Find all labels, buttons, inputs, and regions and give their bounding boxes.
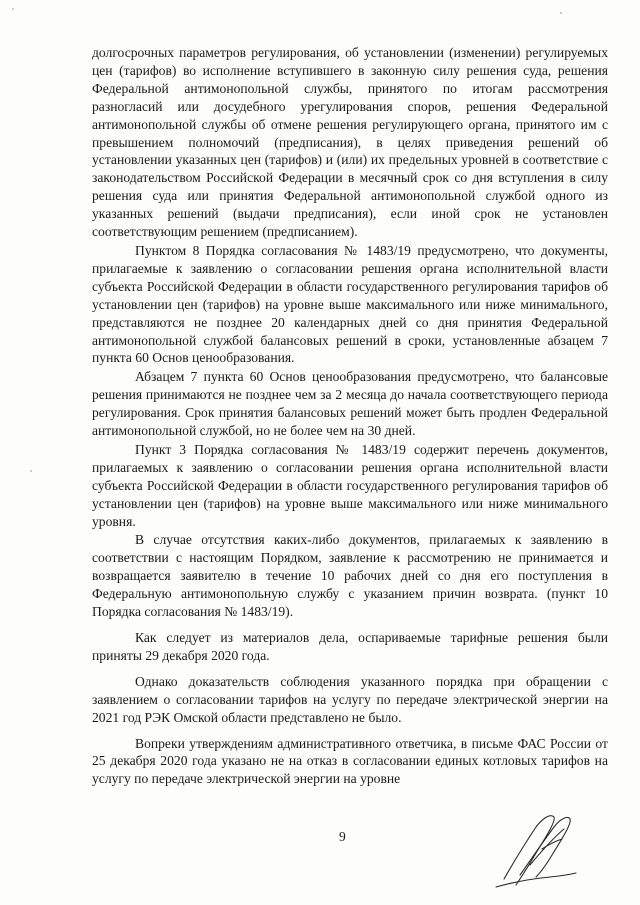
page-number: 9: [339, 829, 346, 844]
scan-speck: [30, 470, 32, 472]
paragraph-continuation: долгосрочных параметров регулирования, об установлении (изменении) регулируемых цен (тарифов) во исполнение вступившего в законную силу решения суда, решения Федеральной антимонопольной службы, принятого по итогам рассмотрения разногласий или досудебного урегулирования споров, решения Федеральной антимонопольной службы об отмене решения регулирующего органа, принятого им с превышением полномочий (предписания), в целях приведения решений об установлении указанных цен (тарифов) и (или) их предельных уровней в соответствие с законодательством Российской Федерации в месячный срок со дня вступления в силу решения суда или принятия Федеральной антимонопольной службой одного из указанных решений (выдачи предписания), если иной срок не установлен соответствующим решением (предписанием).: [92, 45, 608, 240]
document-body: [92, 44, 608, 788]
scan-speck: [12, 8, 14, 10]
paragraph-punkt-3: Пункт 3 Порядка согласования № 1483/19 содержит перечень документов, прилагаемых к заявлению о согласовании решения органа исполнительной власти субъекта Российской Федерации в области государственного регулирования тарифов об установлении цен (тарифов) на уровне выше максимального или ниже минимального уровня.: [92, 441, 608, 529]
paragraph-punkt-8: Пунктом 8 Порядка согласования № 1483/19 предусмотрено, что документы, прилагаемые к заявлению о согласовании решения органа исполнительной власти субъекта Российской Федерации в области государственного регулирования тарифов об установлении цен (тарифов) на уровне выше максимального или ниже минимального, представляются не позднее 20 календарных дней со дня принятия Федеральной антимонопольной службой балансовых решений в сроки, установленные абзацем 7 пункта 60 Основ ценообразования.: [92, 242, 608, 366]
paragraph-abzac-7: Абзацем 7 пункта 60 Основ ценообразования предусмотрено, что балансовые решения принимаются не позднее чем за 2 месяца до начала соответствующего периода регулирования. Срок принятия балансовых решений может быть продлен Федеральной антимонопольной службой, но не более чем на 30 дней.: [92, 369, 608, 439]
handwritten-signature: [490, 805, 585, 890]
paragraph-otsutstvie-dokumentov: В случае отсутствия каких-либо документов, прилагаемых к заявлению в соответствии с настоящим Порядком, заявление к рассмотрению не принимается и возвращается заявителю в течение 10 рабочих дней со дня его поступления в Федеральную антимонопольную службу с указанием причин возврата. (пункт 10 Порядка согласования № 1483/19).: [92, 532, 608, 620]
paragraph-materialy-dela: Как следует из материалов дела, оспариваемые тарифные решения были приняты 29 декабря 2020 года.: [92, 630, 608, 663]
paragraph-dokazatelstva: Однако доказательств соблюдения указанного порядка при обращении с заявлением о согласовании тарифов на услугу по передаче электрической энергии на 2021 год РЭК Омской области представлено не было.: [92, 673, 608, 725]
paragraph-vopreki: Вопреки утверждениям административного ответчика, в письме ФАС России от 25 декабря 2020 года указано не на отказ в согласовании единых котловых тарифов на услугу по передаче электрической энергии на уровне: [92, 735, 608, 787]
scan-speck: [560, 12, 562, 14]
